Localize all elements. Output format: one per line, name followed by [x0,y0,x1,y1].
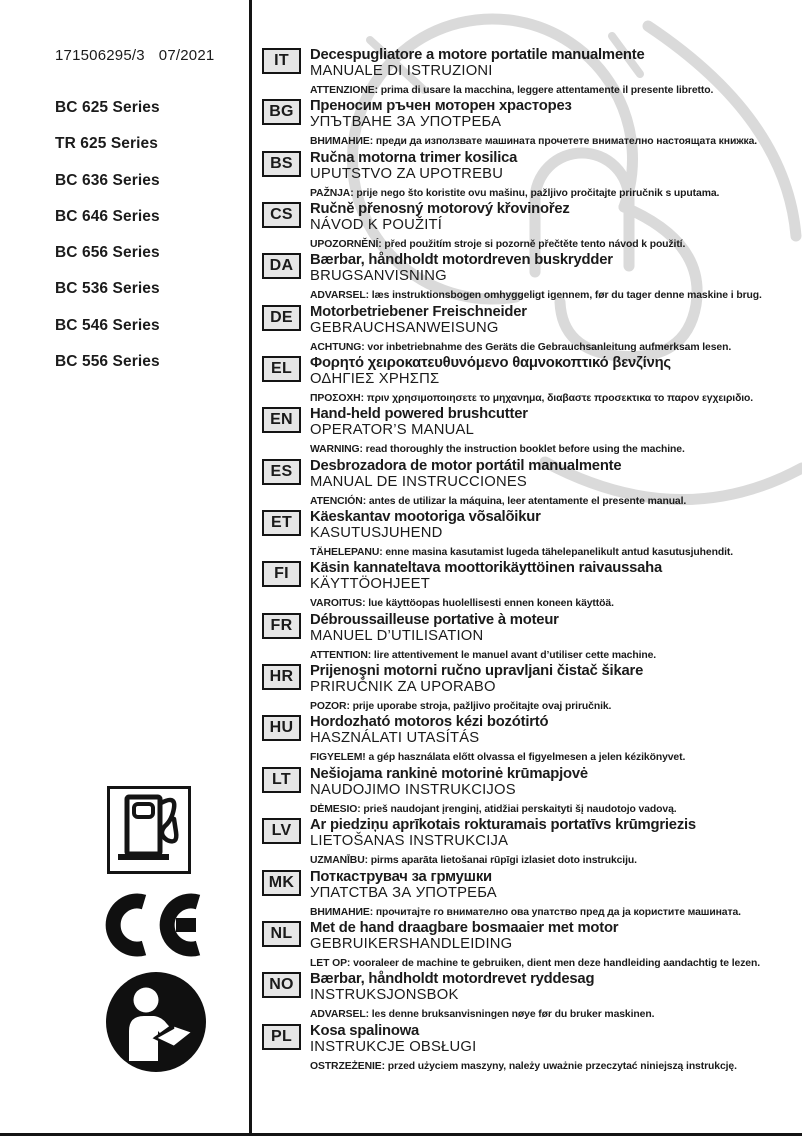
language-texts [310,663,643,712]
language-title: Ručna motorna trimer kosilica [310,149,518,166]
language-code-badge: PL [262,1024,301,1050]
language-warning: LET OP: vooraleer de machine te gebruiken, dient men deze handleiding aandachtig te lezen. [310,957,761,969]
language-texts [310,560,662,609]
language-texts [310,920,760,969]
language-subtitle: KASUTUSJUHEND [310,525,443,542]
language-warning: ATTENTION: lire attentivement le manuel avant d’utiliser cette machine. [310,649,657,661]
language-title: Met de hand draagbare bosmaaier met motor [310,919,619,936]
language-title: Bærbar, håndholdt motordreven buskrydder [310,252,613,269]
language-block [262,971,796,1022]
language-texts [310,98,757,147]
language-warning: PAŽNJA: prije nego što koristite ovu mašinu, pažljivo pročitajte priručnik s uputama. [310,187,720,199]
language-code-badge: HU [262,715,301,741]
model-list-item: BC 556 Series [55,353,160,371]
language-code-badge: EL [262,356,301,382]
language-block [262,766,796,817]
ce-mark-icon [103,893,201,957]
language-title: Ar piedziņu aprīkotais rokturamais portatīvs krūmgriezis [310,817,696,834]
language-subtitle: INSTRUKCJE OBSŁUGI [310,1038,477,1055]
language-subtitle: PRIRUČNIK ZA UPORABO [310,679,496,696]
language-texts [310,406,685,455]
language-subtitle: MANUALE DI ISTRUZIONI [310,63,493,79]
language-block [262,560,796,611]
language-warning: ACHTUNG: vor inbetriebnahme des Geräts die Gebrauchsanleitung aufmerksam lesen. [310,341,732,353]
language-title: Поткаструвач за грмушки [310,868,492,885]
language-subtitle: УПЪТВАНЕ ЗА УПОТРЕБА [310,114,502,131]
language-title: Kosa spalinowa [310,1022,420,1039]
language-texts [310,612,656,661]
language-texts [310,766,677,815]
language-block [262,47,796,98]
model-list-item: BC 625 Series [55,99,160,116]
language-warning: ATENCIÓN: antes de utilizar la máquina, leer atentamente el presente manual. [310,495,687,507]
language-subtitle: MANUEL D’UTILISATION [310,627,484,644]
language-title: Ručně přenosný motorový křovinořez [310,201,570,218]
language-block [262,252,796,303]
language-title: Преносим ръчен моторен храсторез [310,98,572,115]
model-list-item: BC 636 Series [55,171,160,189]
column-divider-rule [249,0,252,1136]
language-code-badge: EN [262,407,301,433]
language-block [262,920,796,971]
language-texts [310,869,741,918]
fuel-pump-icon [107,786,191,874]
model-list-item: TR 625 Series [55,135,158,153]
language-code-badge: IT [262,48,301,74]
model-list [55,99,160,389]
model-list-item: BC 536 Series [55,280,160,298]
language-texts [310,355,753,404]
language-title: Käeskantav mootoriga võsalõikur [310,509,541,526]
language-title: Desbrozadora de motor portátil manualmente [310,457,622,474]
language-warning: UPOZORNĚNÍ: před použitím stroje si pozorně přečtěte tento návod k použití. [310,239,686,251]
language-block [262,612,796,663]
language-texts [310,47,713,96]
language-code-badge: NL [262,921,301,947]
language-warning: FIGYELEM! a gép használata előtt olvassa el figyelmesen a jelen kézikönyvet. [310,752,686,764]
language-texts [310,304,731,353]
language-warning: POZOR: prije uporabe stroja, pažljivo pročitajte ovaj priručnik. [310,701,612,713]
language-warning: OSTRZEŻENIE: przed użyciem maszyny, należy uważnie przeczytać niniejszą instrukcję. [310,1060,737,1072]
language-subtitle: UPUTSTVO ZA UPOTREBU [310,165,504,182]
language-texts [310,714,685,763]
language-subtitle: GEBRAUCHSANWEISUNG [310,319,499,336]
publication-code: 171506295/3 [55,47,145,64]
language-block [262,406,796,457]
language-subtitle: BRUGSANVISNING [310,268,447,285]
language-code-badge: BS [262,151,301,177]
document-number [55,47,214,64]
language-code-badge: ES [262,459,301,485]
language-subtitle: УПАТСТВА ЗА УПОТРЕБА [310,884,497,901]
language-texts [310,817,696,866]
model-list-item: BC 646 Series [55,207,160,225]
language-index [262,47,796,1074]
language-title: Hordozható motoros kézi bozótirtó [310,714,549,731]
language-code-badge: HR [262,664,301,690]
model-list-item: BC 656 Series [55,244,160,262]
edition-date: 07/2021 [158,47,215,64]
language-code-badge: DA [262,253,301,279]
language-block [262,355,796,406]
language-block [262,663,796,714]
language-warning: TÄHELEPANU: enne masina kasutamist lugeda tähelepanelikult antud kasutusjuhendit. [310,547,733,559]
language-warning: ADVARSEL: les denne bruksanvisningen nøye før du bruker maskinen. [310,1009,655,1021]
language-subtitle: HASZNÁLATI UTASÍTÁS [310,730,480,747]
language-title: Prijenoşni motorni ručno upravljani čistač šikare [310,663,644,680]
language-warning: ВНИМАНИЕ: прочитајте го внимателно ова упатство пред да ја користите машината. [310,906,741,918]
language-subtitle: MANUAL DE INSTRUCCIONES [310,473,527,490]
language-warning: DĖMESIO: prieš naudojant įrenginį, atidžiai perskaityti šį naudotojo vadovą. [310,803,677,815]
language-warning: ВНИМАНИЕ: преди да използвате машината прочетете внимателно настоящата книжка. [310,136,758,148]
language-title: Nešiojama rankinė motorinė krūmapjovė [310,765,588,782]
language-subtitle: NÁVOD K POUŽITÍ [310,217,443,234]
language-block [262,201,796,252]
language-subtitle: NAUDOJIMO INSTRUKCIJOS [310,781,516,798]
language-code-badge: ET [262,510,301,536]
language-subtitle: GEBRUIKERSHANDLEIDING [310,935,513,952]
language-texts [310,201,685,250]
language-subtitle: ΟΔΗΓΙΕΣ ΧΡΗΣΠΣ [310,371,440,388]
language-texts [310,509,733,558]
language-texts [310,252,762,301]
language-subtitle: INSTRUKSJONSBOK [310,987,459,1004]
language-block [262,304,796,355]
language-title: Φορητό χειροκατευθυνόμενο θαμνοκοπτικό βενζίνης [310,355,671,372]
language-block [262,150,796,201]
language-code-badge: DE [262,305,301,331]
language-block [262,817,796,868]
language-block [262,458,796,509]
language-subtitle: OPERATOR’S MANUAL [310,422,475,439]
language-code-badge: MK [262,870,301,896]
language-texts [310,971,654,1020]
language-code-badge: FI [262,561,301,587]
language-code-badge: LV [262,818,301,844]
model-list-item: BC 546 Series [55,316,160,334]
language-warning: ΠΡΟΣΟΧΗ: πριν χρησιμοποιησετε το μηχανημα, διαβαστε προσεκτικα το παρον εγχειριδιο. [310,393,754,405]
language-warning: WARNING: read thoroughly the instruction booklet before using the machine. [310,444,685,456]
language-block [262,509,796,560]
language-block [262,869,796,920]
language-subtitle: KÄYTTÖOHJEET [310,576,430,593]
language-subtitle: LIETOŠANAS INSTRUKCIJA [310,833,509,850]
language-title: Débroussailleuse portative à moteur [310,611,559,628]
language-warning: ADVARSEL: læs instruktionsbogen omhyggeligt igennem, før du tager denne maskine i brug. [310,290,762,302]
language-title: Hand-held powered brushcutter [310,406,528,423]
language-texts [310,1023,737,1072]
language-texts [310,150,719,199]
language-code-badge: CS [262,202,301,228]
language-code-badge: LT [262,767,301,793]
read-manual-icon [105,971,207,1073]
language-block [262,714,796,765]
language-warning: UZMANĪBU: pirms aparāta lietošanai rūpīgi izlasiet doto instrukciju. [310,855,637,867]
language-warning: ATTENZIONE: prima di usare la macchina, leggere attentamente il presente libretto. [310,85,714,96]
language-code-badge: FR [262,613,301,639]
language-title: Käsin kannateltava moottorikäyttöinen raivaussaha [310,560,663,577]
language-texts [310,458,686,507]
language-code-badge: BG [262,99,301,125]
language-title: Motorbetriebener Freischneider [310,303,527,320]
language-block [262,1023,796,1074]
language-title: Decespugliatore a motore portatile manualmente [310,47,645,63]
language-code-badge: NO [262,972,301,998]
language-title: Bærbar, håndholdt motordrevet ryddesag [310,971,595,988]
language-block [262,98,796,149]
language-warning: VAROITUS: lue käyttöopas huolellisesti ennen koneen käyttöä. [310,598,614,610]
